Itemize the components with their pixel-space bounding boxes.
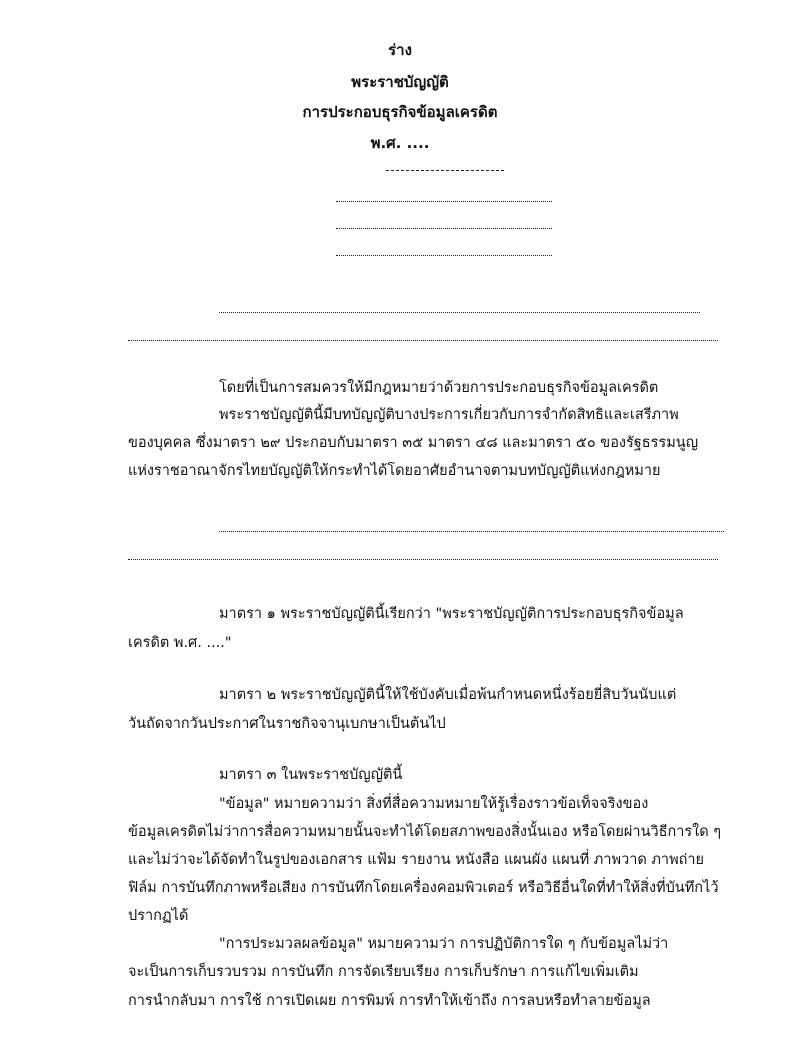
header-draft: ร่าง: [388, 41, 412, 59]
blank-line: [336, 201, 552, 202]
definition-line: การนำกลับมา การใช้ การเปิดเผย การพิมพ์ การทำให้เข้าถึง การลบหรือทำลายข้อมูล: [128, 993, 651, 1009]
section-1-line: เครดิต พ.ศ. ....": [128, 635, 232, 651]
definition-line: ฟิล์ม การบันทึกภาพหรือเสียง การบันทึกโดยเครื่องคอมพิวเตอร์ หรือวิธีอื่นใดที่ทำให้สิ่งที่บันทึกไว้: [128, 880, 719, 896]
blank-line: [128, 559, 718, 560]
section-2-line: วันถัดจากวันประกาศในราชกิจจานุเบกษาเป็นต้นไป: [128, 716, 446, 732]
blank-line: [128, 340, 718, 341]
definition-line: จะเป็นการเก็บรวบรวม การบันทึก การจัดเรียบเรียง การเก็บรักษา การแก้ไขเพิ่มเติม: [128, 964, 639, 980]
blank-line: [219, 312, 700, 313]
header-title: การประกอบธุรกิจข้อมูลเครดิต: [302, 103, 498, 121]
definition-line: และไม่ว่าจะได้จัดทำในรูปของเอกสาร แฟ้ม รายงาน หนังสือ แผนผัง แผนที่ ภาพวาด ภาพถ่าย: [128, 852, 705, 868]
definition-line: "ข้อมูล" หมายความว่า สิ่งที่สื่อความหมายให้รู้เรื่องราวข้อเท็จจริงของ: [219, 796, 649, 812]
blank-line: [336, 228, 552, 229]
preamble-line: พระราชบัญญัตินี้มีบทบัญญัติบางประการเกี่ยวกับการจำกัดสิทธิและเสรีภาพ: [219, 407, 679, 423]
section-2-line: มาตรา ๒ พระราชบัญญัตินี้ให้ใช้บังคับเมื่อพ้นกำหนดหนึ่งร้อยยี่สิบวันนับแต่: [219, 687, 677, 703]
section-3-heading: มาตรา ๓ ในพระราชบัญญัตินี้: [219, 767, 403, 783]
header-year: พ.ศ. ....: [370, 134, 430, 152]
definition-line: ปรากฏได้: [128, 908, 189, 924]
blank-line: [219, 531, 724, 532]
section-1-line: มาตรา ๑ พระราชบัญญัตินี้เรียกว่า "พระราชบัญญัติการประกอบธุรกิจข้อมูล: [219, 606, 684, 622]
preamble-line: ของบุคคล ซึ่งมาตรา ๒๙ ประกอบกับมาตรา ๓๕ มาตรา ๔๘ และมาตรา ๕๐ ของรัฐธรรมนูญ: [128, 435, 699, 451]
blank-line: [336, 255, 552, 256]
preamble-line: โดยที่เป็นการสมควรให้มีกฎหมายว่าด้วยการประกอบธุรกิจข้อมูลเครดิต: [219, 380, 659, 396]
preamble-line: แห่งราชอาณาจักรไทยบัญญัติให้กระทำได้โดยอาศัยอำนาจตามบทบัญญัติแห่งกฎหมาย: [128, 463, 661, 479]
header-act: พระราชบัญญัติ: [351, 73, 449, 91]
definition-line: "การประมวลผลข้อมูล" หมายความว่า การปฏิบัติการใด ๆ กับข้อมูลไม่ว่า: [219, 936, 669, 952]
separator-dashes: [386, 170, 504, 171]
definition-line: ข้อมูลเครดิตไม่ว่าการสื่อความหมายนั้นจะทำได้โดยสภาพของสิ่งนั้นเอง หรือโดยผ่านวิธีการใด ๆ: [128, 824, 722, 840]
